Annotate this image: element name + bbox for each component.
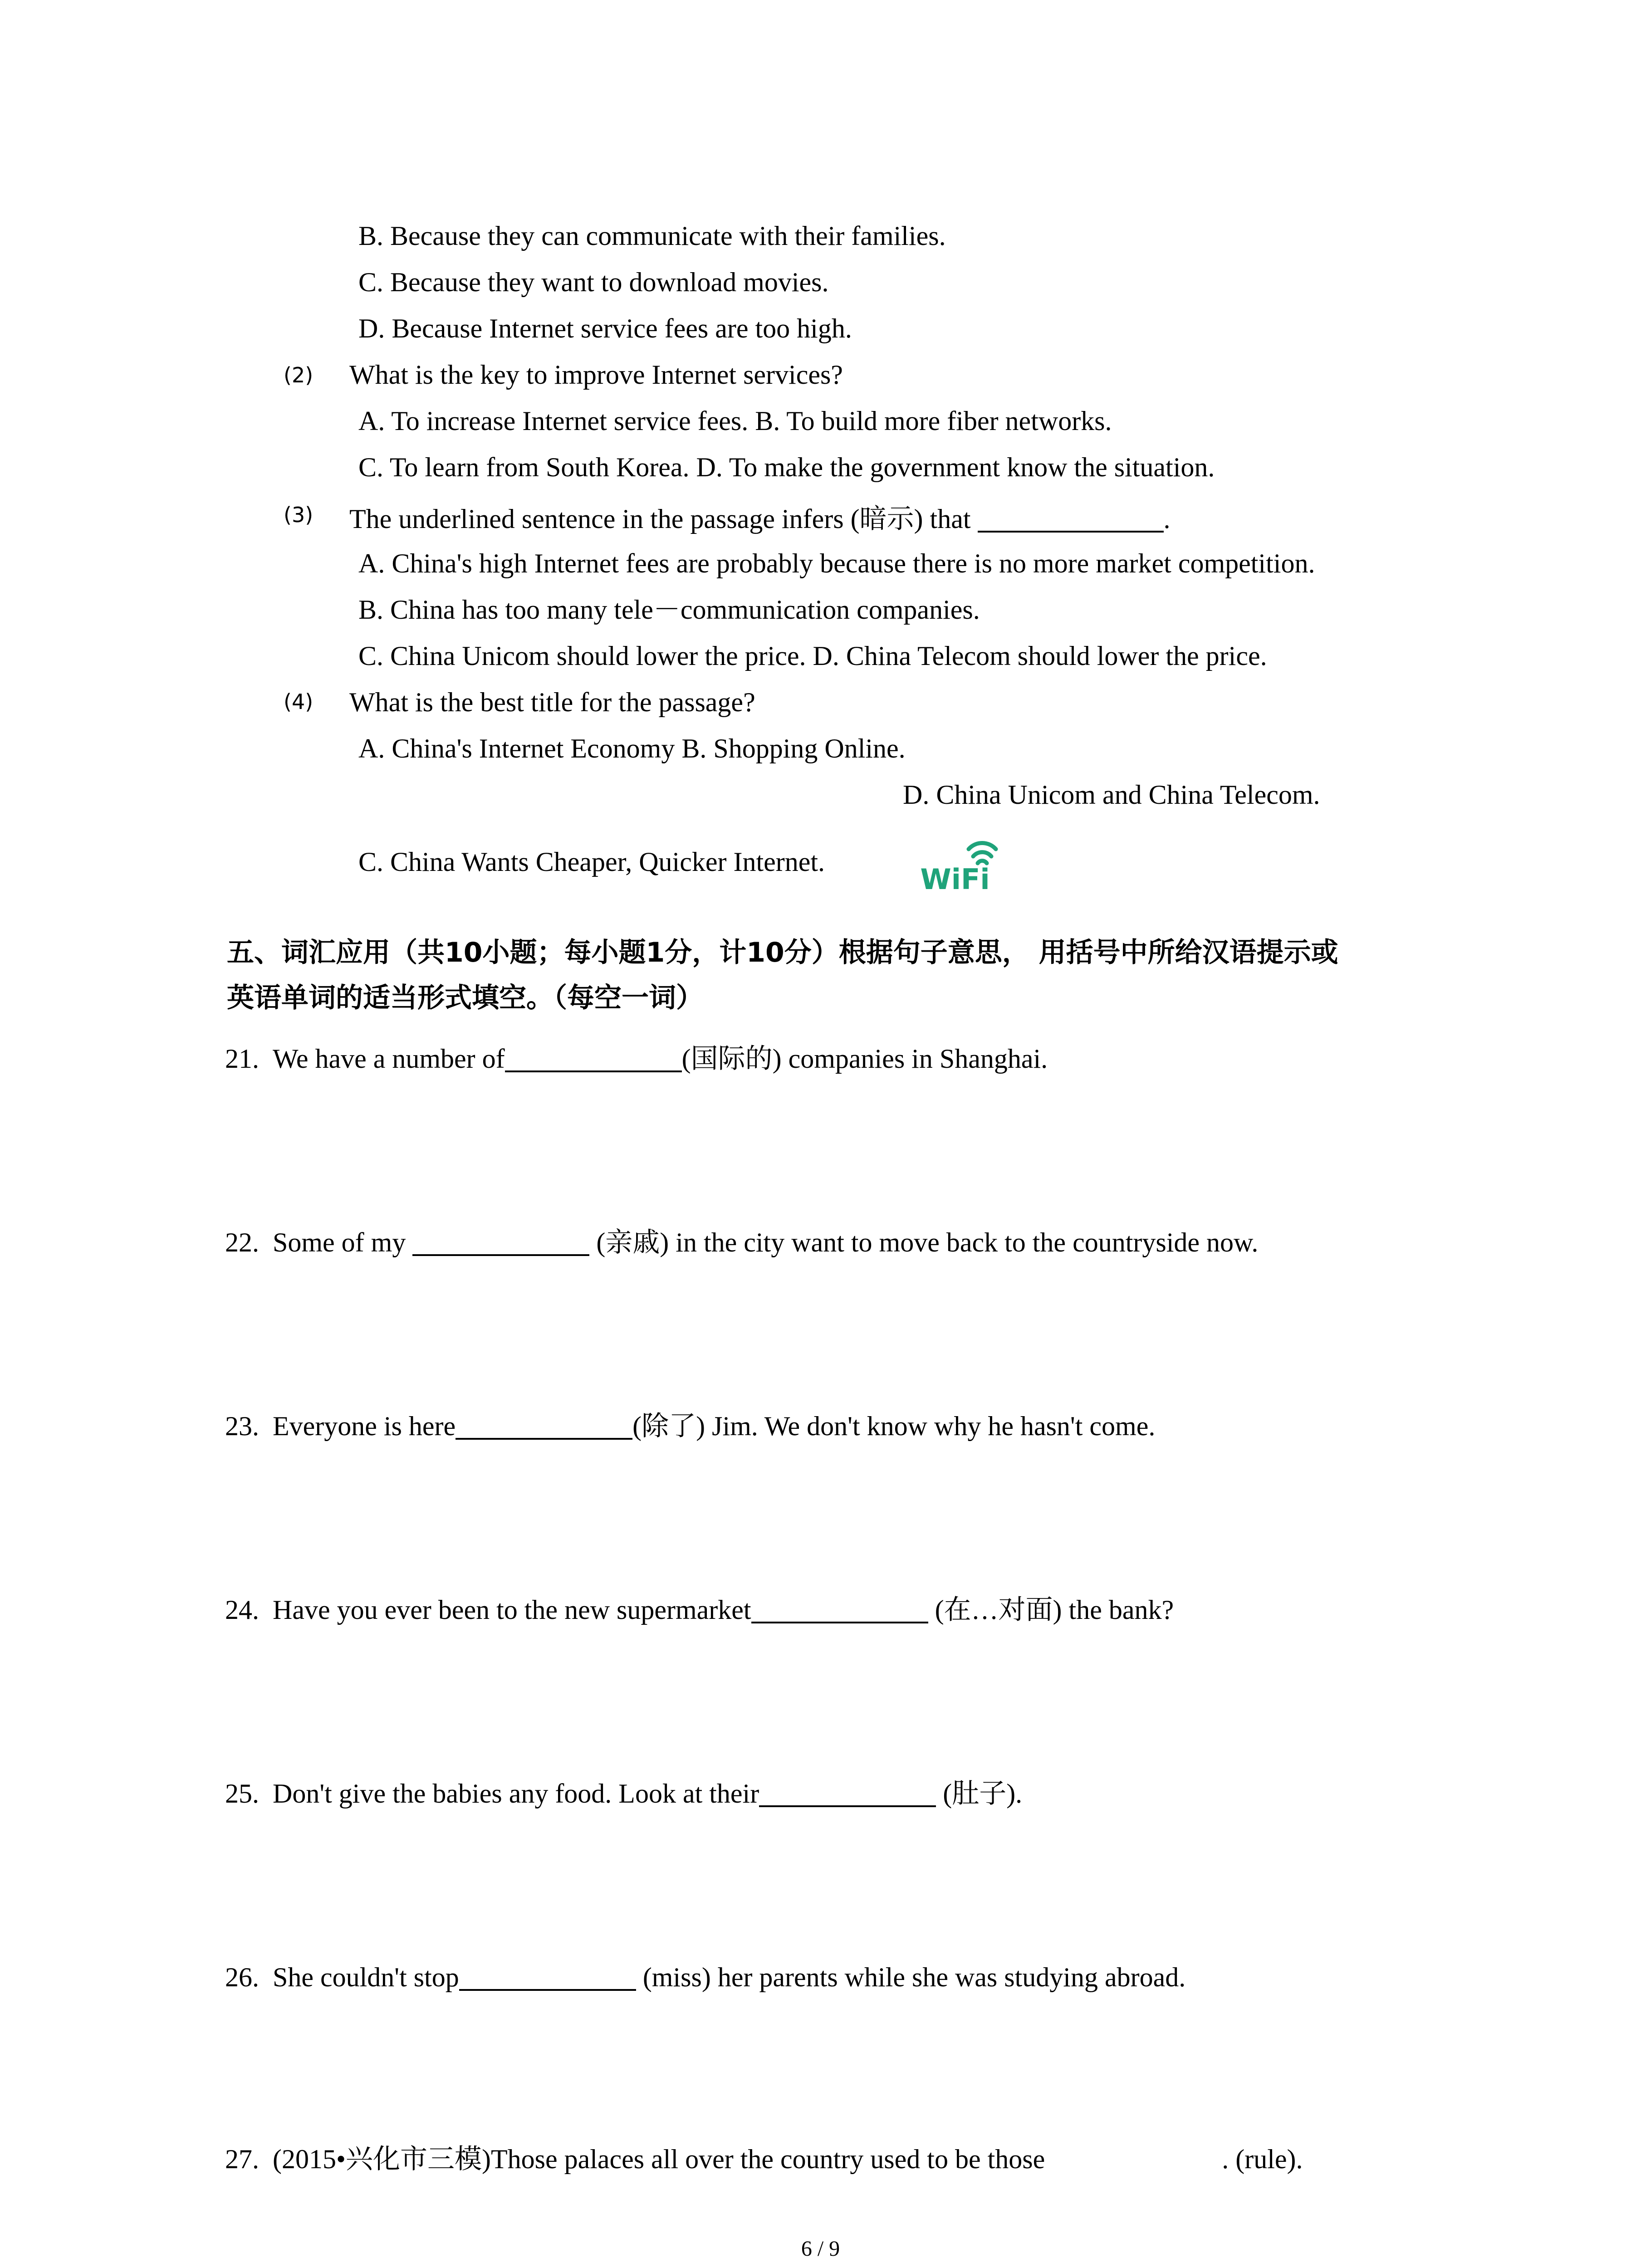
item-24 (225, 1594, 1174, 1623)
q20-option-d: D. Because Internet service fees are too high. (358, 313, 852, 343)
item-text: Don't give the babies any food. Look at their (273, 1779, 759, 1809)
q3-option-b: B. China has too many tele－communication companies. (358, 595, 980, 625)
q2-options-cd: C. To learn from South Korea. D. To make the government know the situation. (358, 452, 1215, 482)
item-21 (225, 1043, 1048, 1072)
item-text: (肚子). (936, 1779, 1023, 1809)
q2-options-ab: A. To increase Internet service fees. B. To build more fiber networks. (358, 406, 1112, 436)
q4-option-d: D. China Unicom and China Telecom. (903, 780, 1320, 810)
q4-number: (4) (284, 689, 314, 714)
item-number: 24. (225, 1595, 259, 1625)
item-text: (国际的) companies in Shanghai. (681, 1044, 1048, 1074)
item-text: (miss) her parents while she was studying abroad. (636, 1962, 1186, 1992)
section5-heading-line1: 五、词汇应用（共10小题；每小题1分，计10分）根据句子意思， 用括号中所给汉语提示或 (227, 937, 1338, 968)
item-number: 26. (225, 1962, 259, 1992)
answer-blank[interactable] (505, 1043, 682, 1072)
item-text: (除了) Jim. We don't know why he hasn't come. (632, 1411, 1156, 1441)
section5-heading-line2: 英语单词的适当形式填空。（每空一词） (227, 982, 703, 1014)
q2-number: (2) (284, 363, 314, 387)
item-23 (225, 1411, 1155, 1440)
q20-option-b: B. Because they can communicate with their families. (358, 221, 946, 251)
item-text: Everyone is here (273, 1411, 456, 1441)
item-number: 25. (225, 1779, 259, 1809)
q3-answer-blank[interactable] (978, 503, 1164, 533)
item-text: She couldn't stop (273, 1962, 459, 1992)
item-text: (在…对面) the bank? (928, 1595, 1174, 1625)
q3-question-text: The underlined sentence in the passage infers (暗示) that (349, 504, 971, 534)
q4-option-c: C. China Wants Cheaper, Quicker Internet. (358, 847, 825, 877)
item-27 (225, 2146, 1303, 2173)
item-text: (2015•兴化市三模)Those palaces all over the country used to be those (273, 2144, 1045, 2174)
item-25 (225, 1778, 1022, 1807)
wifi-logo-svg (905, 821, 1005, 907)
item-number: 21. (225, 1044, 259, 1074)
wifi-logo-icon (905, 821, 1005, 907)
item-text: We have a number of (273, 1044, 505, 1074)
page-number: 6 / 9 (801, 2237, 840, 2261)
answer-blank[interactable] (412, 1227, 589, 1256)
answer-blank[interactable] (751, 1594, 928, 1623)
item-26 (225, 1962, 1185, 1991)
item-number: 27. (225, 2144, 259, 2174)
item-text: (亲戚) in the city want to move back to the countryside now. (589, 1227, 1259, 1257)
item-text: Have you ever been to the new supermarket (273, 1595, 751, 1625)
item-text: Some of my (273, 1227, 413, 1257)
item-number: 23. (225, 1411, 259, 1441)
item-number: 22. (225, 1227, 259, 1257)
q3-question (349, 503, 1171, 533)
answer-blank[interactable] (759, 1778, 936, 1807)
q2-question: What is the key to improve Internet services? (349, 360, 843, 390)
q3-question-end: . (1163, 504, 1171, 534)
item-text: . (rule). (1222, 2144, 1303, 2174)
item-22 (225, 1227, 1258, 1256)
answer-blank[interactable] (459, 1962, 636, 1991)
wifi-logo-text: WiFi (920, 863, 990, 896)
q3-options-cd: C. China Unicom should lower the price. D. China Telecom should lower the price. (358, 641, 1267, 671)
answer-blank[interactable] (456, 1411, 632, 1440)
q3-number: (3) (284, 503, 314, 527)
q3-option-a: A. China's high Internet fees are probably because there is no more market competition. (358, 548, 1315, 578)
q4-options-ab: A. China's Internet Economy B. Shopping Online. (358, 733, 906, 763)
q4-question: What is the best title for the passage? (349, 687, 755, 717)
q20-option-c: C. Because they want to download movies. (358, 267, 829, 297)
